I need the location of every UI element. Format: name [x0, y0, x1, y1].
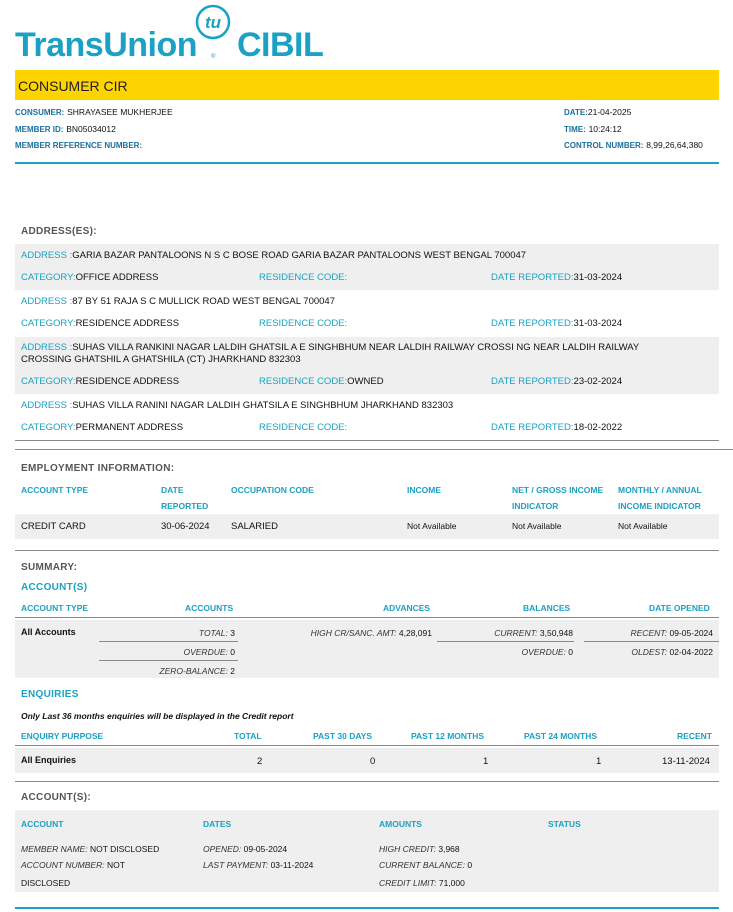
enquiries-note: Only Last 36 months enquiries will be displayed in the Credit report: [21, 711, 294, 721]
reported-label: DATE REPORTED:: [491, 318, 574, 329]
bal-overdue-label: OVERDUE:: [521, 647, 566, 657]
high-label: HIGH CR/SANC. AMT:: [310, 628, 397, 638]
recent-label: RECENT:: [630, 628, 668, 638]
sum-line-3: [437, 641, 574, 642]
reported-label: DATE REPORTED:: [491, 376, 574, 387]
enq-col-total: TOTAL: [234, 731, 262, 741]
enq-col-recent: RECENT: [677, 731, 712, 741]
member-id-label: MEMBER ID:: [15, 125, 64, 134]
overdue-value: 0: [230, 647, 235, 657]
control-label: CONTROL NUMBER:: [564, 141, 644, 150]
address-value: 87 BY 51 RAJA S C MULLICK ROAD WEST BENGAL 700047: [72, 296, 335, 307]
consumer-row: [15, 107, 173, 118]
zero-label: ZERO-BALANCE:: [159, 666, 228, 676]
address-label: ADDRESS :: [21, 296, 73, 307]
emp-monthly: Not Available: [618, 521, 668, 531]
emp-col-occupation: OCCUPATION CODE: [231, 485, 314, 495]
reported-value: 31-03-2024: [573, 318, 623, 329]
account-number-value: NOT: [106, 860, 125, 870]
last-payment-value: 03-11-2024: [270, 860, 314, 870]
address-label: ADDRESS :: [21, 250, 73, 261]
addresses-title: ADDRESS(ES):: [21, 226, 97, 237]
date-value: 21-04-2025: [587, 107, 632, 117]
sum-recent: [630, 628, 713, 638]
address-value: GARIA BAZAR PANTALOONS N S C BOSE ROAD GARIA BAZAR PANTALOONS WEST BENGAL 700047: [72, 250, 527, 261]
footer-divider: [15, 907, 719, 909]
tu-mark-icon: [193, 2, 233, 42]
employment-top-divider: [15, 449, 733, 450]
emp-date: 30-06-2024: [161, 521, 210, 532]
enq-p24: 1: [596, 756, 602, 767]
sum-total: [199, 628, 235, 638]
emp-col-reported: REPORTED: [161, 501, 209, 511]
total-label: TOTAL:: [198, 628, 228, 638]
category-label: CATEGORY:: [21, 422, 76, 433]
current-balance-value: 0: [467, 860, 473, 870]
acc-opened: [203, 844, 287, 854]
control-row: [564, 140, 703, 151]
control-value: 8,99,26,64,380: [646, 140, 703, 150]
oldest-label: OLDEST:: [631, 647, 668, 657]
emp-col-account-type: ACCOUNT TYPE: [21, 485, 89, 495]
enq-p12: 1: [483, 756, 489, 767]
enq-col-p12: PAST 12 MONTHS: [411, 731, 485, 741]
reported-3: [491, 376, 622, 387]
report-title: CONSUMER CIR: [18, 78, 128, 94]
member-id-row: [15, 124, 116, 135]
address-1: [21, 250, 526, 261]
sum-bal-overdue: [521, 647, 573, 657]
address-2: [21, 296, 335, 307]
acc-col-account: ACCOUNT: [21, 819, 64, 829]
enq-all: All Enquiries: [21, 755, 77, 765]
enquiries-divider: [15, 781, 719, 782]
transunion-cibil-logo: [15, 2, 345, 64]
emp-net: Not Available: [512, 521, 562, 531]
address-3-line2: CROSSING GHATSHIL A GHATSHILA (CT) JHARKHAND 832303: [21, 354, 301, 365]
emp-col-monthly-2: INCOME INDICATOR: [618, 501, 701, 511]
consumer-value: SHRAYASEE MUKHERJEE: [67, 107, 173, 117]
opened-value: 09-05-2024: [243, 844, 288, 854]
employment-title: EMPLOYMENT INFORMATION:: [21, 463, 175, 474]
last-payment-label: LAST PAYMENT:: [203, 860, 269, 870]
sum-line-1: [99, 641, 238, 642]
member-name-value: NOT DISCLOSED: [89, 844, 160, 854]
zero-value: 2: [230, 666, 235, 676]
reported-4: [491, 422, 622, 433]
category-2: [21, 318, 179, 329]
category-value: PERMANENT ADDRESS: [75, 422, 184, 433]
acc-account-number-2: DISCLOSED: [21, 878, 71, 888]
summary-accounts-title: ACCOUNT(S): [21, 582, 88, 593]
member-id-value: BN05034012: [66, 124, 116, 134]
reported-1: [491, 272, 622, 283]
acc-account-number: [21, 860, 125, 870]
member-name-label: MEMBER NAME:: [21, 844, 88, 854]
logo-registered: ®: [211, 54, 216, 60]
address-3: [21, 342, 639, 353]
date-row: [564, 107, 631, 118]
category-3: [21, 376, 179, 387]
time-row: [564, 124, 622, 135]
sum-col-date-opened: DATE OPENED: [649, 603, 710, 613]
high-value: 4,28,091: [398, 628, 432, 638]
time-label: TIME:: [564, 125, 586, 134]
high-credit-value: 3,968: [438, 844, 460, 854]
opened-label: OPENED:: [203, 844, 242, 854]
enquiries-title: ENQUIRIES: [21, 689, 79, 700]
credit-limit-value: 71,000: [438, 878, 465, 888]
category-1: [21, 272, 158, 283]
residence-value: OWNED: [347, 376, 384, 387]
accounts-detail-title: ACCOUNT(S):: [21, 792, 91, 803]
address-value-line1: SUHAS VILLA RANKINI NAGAR LALDIH GHATSIL A E SINGHBHUM NEAR LALDIH RAILWAY CROSSI NG NEAR LALDIH RAILWAY: [72, 342, 640, 353]
emp-col-net: NET / GROSS INCOME: [512, 485, 604, 495]
residence-4: RESIDENCE CODE:: [259, 422, 348, 433]
acc-col-status: STATUS: [548, 819, 581, 829]
enq-p30: 0: [370, 756, 376, 767]
sum-all-accounts: All Accounts: [21, 627, 76, 637]
emp-occupation: SALARIED: [231, 521, 278, 532]
category-value: RESIDENCE ADDRESS: [75, 376, 180, 387]
address-value: SUHAS VILLA RANINI NAGAR LALDIH GHATSILA E SINGHBHUM JHARKHAND 832303: [72, 400, 454, 411]
emp-income: Not Available: [407, 521, 457, 531]
recent-value: 09-05-2024: [669, 628, 713, 638]
enq-col-p24: PAST 24 MONTHS: [524, 731, 598, 741]
member-ref-label: MEMBER REFERENCE NUMBER:: [15, 141, 143, 150]
category-value: RESIDENCE ADDRESS: [75, 318, 180, 329]
acc-current-balance: [379, 860, 472, 870]
logo-brand: TransUnion: [15, 26, 198, 64]
addresses-divider: [15, 440, 719, 441]
reported-2: [491, 318, 622, 329]
summary-header-line: [15, 617, 719, 618]
category-value: OFFICE ADDRESS: [75, 272, 159, 283]
acc-col-dates: DATES: [203, 819, 232, 829]
employment-divider: [15, 550, 719, 551]
credit-limit-label: CREDIT LIMIT:: [379, 878, 437, 888]
address-label: ADDRESS :: [21, 400, 73, 411]
category-label: CATEGORY:: [21, 272, 76, 283]
address-label: ADDRESS :: [21, 342, 73, 353]
enq-col-p30: PAST 30 DAYS: [313, 731, 373, 741]
acc-credit-limit: [379, 878, 465, 888]
category-label: CATEGORY:: [21, 376, 76, 387]
sum-col-accounts: ACCOUNTS: [185, 603, 234, 613]
member-ref-row: [15, 140, 142, 151]
category-label: CATEGORY:: [21, 318, 76, 329]
sum-high-cr: [311, 628, 432, 638]
sum-line-4: [584, 641, 719, 642]
total-value: 3: [230, 628, 235, 638]
bal-overdue-value: 0: [568, 647, 573, 657]
sum-line-2: [99, 660, 238, 661]
residence-label: RESIDENCE CODE:: [259, 376, 348, 387]
emp-col-monthly: MONTHLY / ANNUAL: [618, 485, 702, 495]
logo-sub: CIBIL: [237, 26, 324, 64]
enquiries-row: [15, 748, 719, 773]
time-value: 10:24:12: [588, 124, 622, 134]
reported-value: 31-03-2024: [573, 272, 623, 283]
acc-col-amounts: AMOUNTS: [379, 819, 422, 829]
enquiries-header-line: [15, 745, 719, 746]
employment-row: [15, 514, 719, 539]
header-divider: [15, 162, 719, 164]
residence-3: [259, 376, 384, 387]
residence-2: RESIDENCE CODE:: [259, 318, 348, 329]
emp-account-type: CREDIT CARD: [21, 521, 86, 532]
emp-col-date: DATE: [161, 485, 184, 495]
sum-current: [494, 628, 573, 638]
reported-value: 23-02-2024: [573, 376, 623, 387]
sum-overdue: [183, 647, 235, 657]
consumer-label: CONSUMER:: [15, 108, 65, 117]
current-label: CURRENT:: [494, 628, 538, 638]
acc-last-payment: [203, 860, 313, 870]
sum-oldest: [631, 647, 713, 657]
report-title-bar: [15, 70, 719, 100]
overdue-label: OVERDUE:: [183, 647, 228, 657]
current-value: 3,50,948: [539, 628, 573, 638]
summary-title: SUMMARY:: [21, 562, 78, 573]
sum-zero-balance: [159, 666, 235, 676]
date-label: DATE:: [564, 108, 588, 117]
acc-member-name: [21, 844, 159, 854]
address-4: [21, 400, 453, 411]
enq-total: 2: [257, 756, 263, 767]
enq-recent: 13-11-2024: [662, 756, 710, 767]
sum-col-balances: BALANCES: [523, 603, 571, 613]
account-number-label: ACCOUNT NUMBER:: [21, 860, 105, 870]
emp-col-income: INCOME: [407, 485, 441, 495]
sum-col-account-type: ACCOUNT TYPE: [21, 603, 89, 613]
tu-mark-text: tu: [204, 13, 222, 32]
emp-col-net-2: INDICATOR: [512, 501, 559, 511]
reported-label: DATE REPORTED:: [491, 272, 574, 283]
reported-label: DATE REPORTED:: [491, 422, 574, 433]
oldest-value: 02-04-2022: [669, 647, 713, 657]
current-balance-label: CURRENT BALANCE:: [379, 860, 465, 870]
enq-col-purpose: ENQUIRY PURPOSE: [21, 731, 104, 741]
high-credit-label: HIGH CREDIT:: [379, 844, 436, 854]
acc-high-credit: [379, 844, 460, 854]
category-4: [21, 422, 183, 433]
residence-1: RESIDENCE CODE:: [259, 272, 348, 283]
sum-col-advances: ADVANCES: [383, 603, 431, 613]
reported-value: 18-02-2022: [573, 422, 623, 433]
